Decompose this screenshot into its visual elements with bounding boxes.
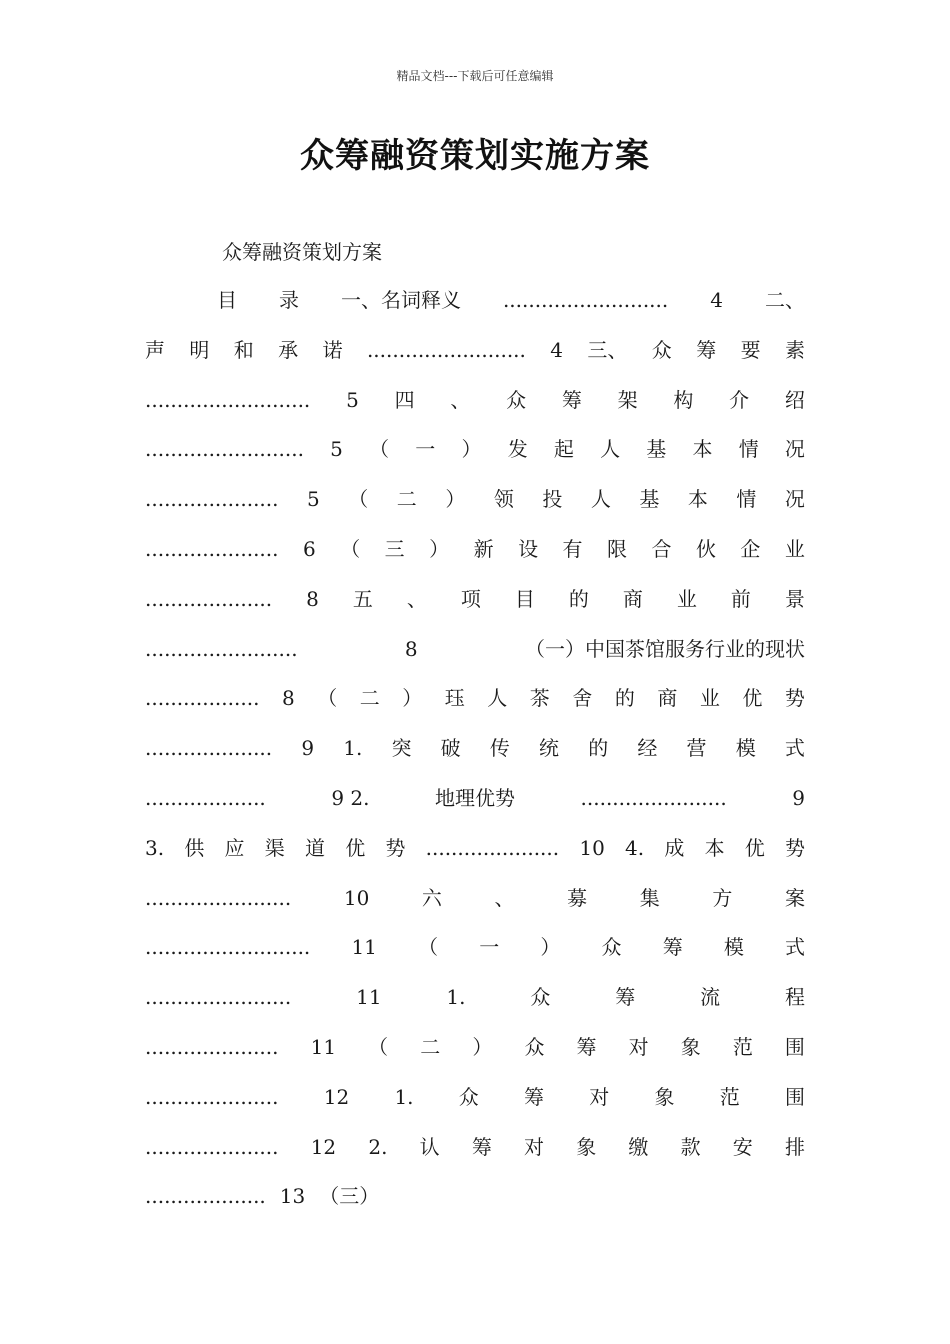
toc-segment: 、: [450, 387, 471, 412]
toc-segment: .......................: [580, 785, 727, 810]
toc-segment: .....................: [145, 536, 279, 561]
toc-segment: .........................: [145, 437, 304, 462]
toc-segment: 基: [639, 487, 660, 512]
toc-segment: .....................: [145, 487, 279, 512]
toc-segment: 声: [145, 337, 165, 362]
toc-segment: 基: [646, 437, 667, 462]
toc-line: [145, 1073, 805, 1123]
toc-segment: 5: [307, 487, 320, 512]
toc-segment: .....................: [145, 1034, 279, 1059]
toc-line: [145, 874, 805, 924]
toc-segment: 式: [785, 935, 805, 960]
toc-segment: ...................: [145, 1184, 266, 1209]
toc-segment: 二、: [764, 288, 805, 312]
toc-segment: .......................: [145, 885, 292, 910]
toc-segment: 情: [736, 487, 757, 512]
toc-segment: 四: [394, 387, 415, 412]
toc-segment: .......................: [145, 985, 292, 1010]
toc-line: [145, 1123, 805, 1173]
toc-segment: 模: [723, 935, 744, 960]
toc-segment: 三、: [587, 337, 628, 362]
toc-segment: .........................: [366, 337, 526, 362]
toc-segment: 众: [524, 1034, 545, 1059]
toc-segment: 筹: [561, 387, 582, 412]
toc-segment: 破: [440, 736, 461, 761]
toc-segment: 三: [384, 536, 405, 561]
toc-segment: 9: [301, 736, 315, 761]
toc-segment: 安: [732, 1134, 753, 1159]
toc-segment: 统: [539, 736, 560, 761]
toc-line: [145, 376, 805, 426]
toc-segment: 12: [310, 1134, 337, 1159]
toc-segment: 款: [680, 1134, 701, 1159]
toc-segment: 众: [530, 985, 551, 1010]
toc-line: [145, 276, 805, 326]
toc-segment: 集: [639, 885, 660, 910]
toc-segment: 六: [421, 885, 442, 910]
toc-line: [145, 1023, 805, 1073]
toc-segment: （: [368, 1034, 389, 1059]
toc-segment: 项: [460, 586, 481, 611]
toc-segment: 本: [704, 835, 725, 860]
toc-segment: 对: [524, 1134, 544, 1159]
toc-segment: 案: [784, 885, 805, 910]
toc-segment: 地理优势: [435, 785, 515, 810]
toc-segment: 新: [473, 536, 494, 561]
toc-segment: 本: [692, 437, 713, 462]
toc-segment: 业: [676, 586, 697, 611]
toc-segment: 象: [680, 1034, 701, 1059]
toc-segment: 道: [304, 835, 325, 860]
toc-segment: ..........................: [145, 387, 311, 412]
toc-segment: （一）中国茶馆服务行业的现状: [525, 636, 805, 661]
toc-segment: 对: [628, 1034, 649, 1059]
toc-segment: 筹: [471, 1134, 492, 1159]
toc-segment: 5: [330, 437, 343, 462]
toc-segment: （: [317, 686, 338, 711]
toc-segment: 应: [224, 835, 245, 860]
subtitle: 众筹融资策划方案: [222, 240, 382, 264]
toc-segment: 范: [732, 1034, 753, 1059]
header-note: 精品文档---下载后可任意编辑: [396, 69, 554, 83]
toc-segment: 商: [657, 686, 678, 711]
toc-segment: 筹: [576, 1034, 597, 1059]
toc-segment: 二: [396, 487, 417, 512]
toc-segment: ）: [472, 1034, 493, 1059]
toc-segment: 筹: [696, 337, 717, 362]
toc-segment: （: [348, 487, 369, 512]
toc-segment: 起: [553, 437, 574, 462]
toc-segment: 范: [719, 1084, 740, 1109]
toc-segment: ........................: [145, 636, 298, 661]
toc-segment: 围: [784, 1034, 805, 1059]
toc-segment: 本: [687, 487, 708, 512]
toc-segment: 、: [406, 586, 427, 611]
toc-segment: 企: [740, 536, 761, 561]
toc-segment: 优: [744, 835, 765, 860]
table-of-contents: [145, 276, 805, 1222]
toc-line: [145, 525, 805, 575]
toc-segment: 情: [738, 437, 759, 462]
toc-segment: 成: [664, 835, 685, 860]
toc-segment: 10: [343, 885, 370, 910]
toc-segment: 商: [622, 586, 643, 611]
toc-segment: 要: [740, 337, 761, 362]
toc-segment: ....................: [145, 586, 273, 611]
toc-segment: 一: [415, 437, 436, 462]
toc-segment: 茶: [529, 686, 550, 711]
toc-segment: 投: [542, 487, 563, 512]
toc-segment: 1.: [394, 1084, 414, 1109]
toc-segment: （: [369, 437, 390, 462]
toc-line: [145, 625, 805, 675]
toc-segment: 目: [514, 586, 535, 611]
toc-line: [145, 575, 805, 625]
toc-segment: 绍: [784, 387, 805, 412]
toc-segment: 4: [710, 288, 723, 312]
toc-segment: 况: [784, 437, 805, 462]
toc-line: [145, 425, 805, 475]
toc-segment: 1.: [343, 736, 363, 761]
toc-segment: 况: [784, 487, 805, 512]
toc-segment: 构: [673, 387, 694, 412]
toc-segment: 缴: [628, 1134, 649, 1159]
toc-segment: 认: [419, 1134, 440, 1159]
toc-segment: 优: [742, 686, 763, 711]
toc-segment: 募: [567, 885, 588, 910]
toc-segment: 8: [404, 636, 418, 661]
toc-segment: 前: [730, 586, 751, 611]
toc-segment: 排: [784, 1134, 805, 1159]
toc-segment: 的: [614, 686, 635, 711]
toc-segment: 有: [562, 536, 583, 561]
toc-segment: ）: [445, 487, 466, 512]
toc-segment: 突: [391, 736, 412, 761]
toc-line: [145, 475, 805, 525]
page-title: 众筹融资策划实施方案: [300, 136, 650, 176]
toc-segment: 人: [590, 487, 611, 512]
toc-segment: 供: [184, 835, 205, 860]
toc-segment: .....................: [145, 1134, 279, 1159]
toc-segment: 二: [420, 1034, 441, 1059]
toc-segment: ）: [402, 686, 423, 711]
toc-line: [145, 724, 805, 774]
toc-segment: ..................: [145, 686, 260, 711]
toc-segment: 舍: [572, 686, 593, 711]
toc-segment: ..........................: [145, 935, 311, 960]
toc-segment: 五: [352, 586, 373, 611]
toc-segment: 13: [279, 1184, 306, 1209]
toc-segment: .....................: [425, 835, 560, 860]
toc-segment: 介: [729, 387, 750, 412]
toc-line: [145, 774, 805, 824]
toc-segment: 领: [493, 487, 514, 512]
toc-segment: 4.: [625, 835, 645, 860]
toc-segment: 众: [651, 337, 672, 362]
toc-segment: 限: [607, 536, 627, 561]
toc-segment: 11: [310, 1034, 337, 1059]
toc-segment: 二: [359, 686, 380, 711]
toc-segment: .....................: [145, 1084, 279, 1109]
toc-segment: 8: [281, 686, 295, 711]
toc-segment: 势: [785, 835, 805, 860]
toc-segment: 业: [699, 686, 720, 711]
toc-segment: ....................: [145, 736, 273, 761]
toc-segment: 人: [600, 437, 621, 462]
toc-segment: ）: [540, 935, 561, 960]
toc-segment: （: [340, 536, 361, 561]
toc-segment: 合: [651, 536, 672, 561]
toc-segment: 11: [351, 935, 377, 960]
toc-line: [145, 674, 805, 724]
toc-segment: 1.: [446, 985, 466, 1010]
toc-segment: 围: [784, 1084, 805, 1109]
toc-segment: 12: [323, 1084, 350, 1109]
toc-segment: 众: [506, 387, 527, 412]
toc-segment: 3.: [145, 835, 165, 860]
toc-segment: 对: [589, 1084, 610, 1109]
toc-segment: 景: [784, 586, 805, 611]
toc-segment: 2.: [368, 1134, 388, 1159]
toc-segment: 8: [306, 586, 319, 611]
toc-segment: 业: [784, 536, 805, 561]
toc-segment: 发: [507, 437, 528, 462]
toc-segment: 、: [494, 885, 515, 910]
toc-segment: 模: [735, 736, 756, 761]
toc-segment: 势: [784, 686, 805, 711]
toc-segment: 录: [278, 288, 299, 312]
toc-segment: 传: [489, 736, 510, 761]
toc-segment: 珏: [444, 686, 465, 711]
toc-segment: 人: [487, 686, 508, 711]
toc-segment: 筹: [662, 935, 683, 960]
toc-segment: 经: [637, 736, 658, 761]
toc-segment: （三）: [319, 1184, 380, 1209]
toc-segment: 方: [712, 885, 733, 910]
toc-segment: 程: [784, 985, 805, 1010]
toc-segment: 式: [784, 736, 805, 761]
toc-segment: 9 2.: [331, 785, 370, 810]
toc-segment: 素: [784, 337, 805, 362]
toc-line: [145, 824, 805, 874]
toc-line: [145, 326, 805, 376]
toc-segment: 众: [458, 1084, 479, 1109]
toc-segment: 象: [654, 1084, 675, 1109]
toc-segment: 5: [346, 387, 359, 412]
toc-segment: 一: [479, 935, 500, 960]
toc-segment: 营: [686, 736, 707, 761]
toc-segment: 势: [385, 835, 406, 860]
toc-line: [145, 1172, 805, 1222]
toc-segment: ）: [461, 437, 482, 462]
toc-segment: 的: [588, 736, 609, 761]
toc-segment: 架: [617, 387, 638, 412]
toc-segment: ..........................: [502, 288, 669, 312]
toc-segment: 和: [233, 337, 254, 362]
toc-segment: 的: [568, 586, 589, 611]
toc-segment: 一、名词释义: [340, 288, 461, 312]
toc-segment: 筹: [524, 1084, 544, 1109]
toc-segment: 4: [550, 337, 564, 362]
toc-segment: 渠: [264, 835, 285, 860]
toc-segment: 明: [189, 337, 210, 362]
toc-segment: 目: [217, 288, 237, 312]
toc-segment: 6: [302, 536, 316, 561]
toc-segment: 筹: [615, 985, 636, 1010]
toc-segment: 象: [576, 1134, 597, 1159]
toc-segment: 11: [356, 985, 382, 1010]
toc-segment: 10: [579, 835, 605, 860]
toc-segment: 众: [601, 935, 622, 960]
toc-segment: ...................: [145, 785, 266, 810]
toc-segment: 流: [700, 985, 721, 1010]
toc-segment: 设: [518, 536, 539, 561]
toc-segment: 伙: [695, 536, 716, 561]
toc-segment: 优: [345, 835, 366, 860]
toc-line: [145, 973, 805, 1023]
toc-segment: ）: [429, 536, 450, 561]
toc-line: [145, 923, 805, 973]
toc-segment: 9: [792, 785, 805, 810]
toc-segment: （: [418, 935, 439, 960]
toc-segment: 诺: [322, 337, 343, 362]
toc-segment: 承: [278, 337, 299, 362]
